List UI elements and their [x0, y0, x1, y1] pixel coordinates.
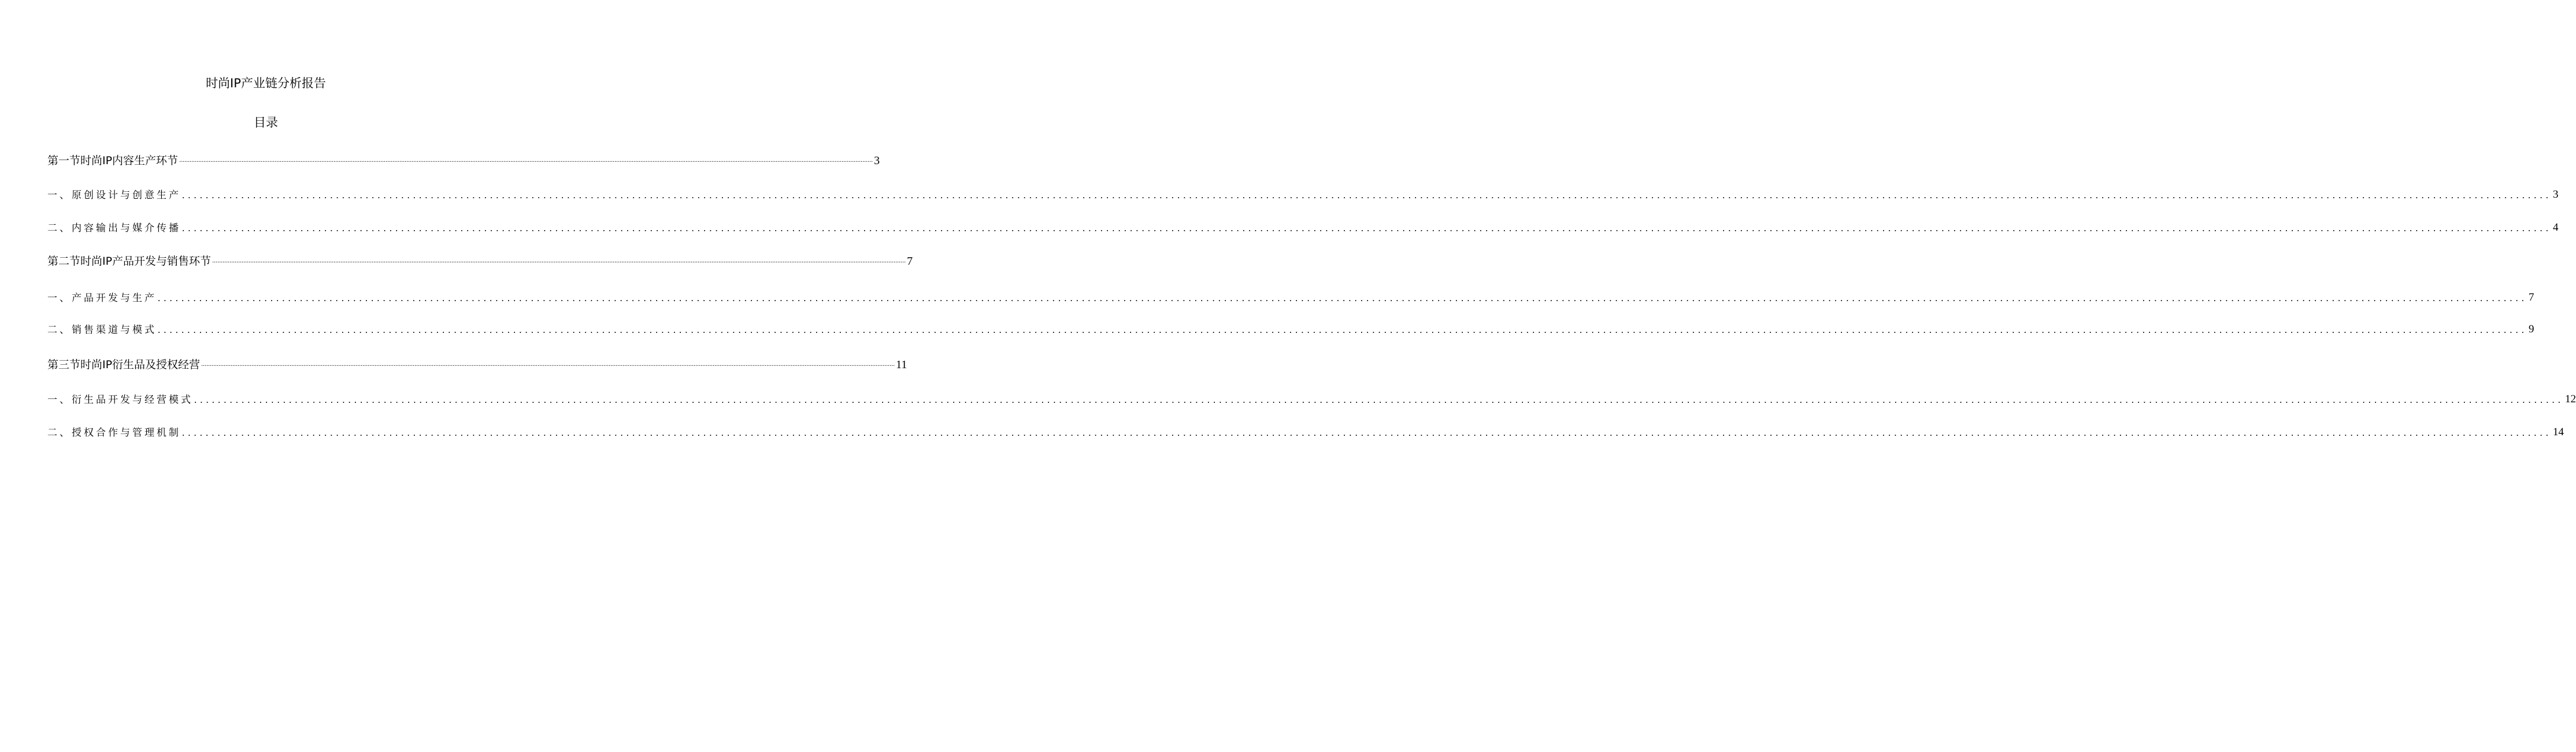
toc-entry-page: 3	[2553, 188, 2559, 201]
toc-entry-page: 12	[2565, 393, 2576, 405]
dot-leader: ................................................................................................................................................................................................................................................................................................................................................................................................................	[179, 155, 873, 164]
toc-entry-label: 二、授权合作与管理机制	[47, 427, 181, 439]
toc-entry-sub-1-1[interactable]	[47, 183, 2559, 201]
dot-leader: ................................................................................................................................................................................................................................................................................................................................................................................................................	[158, 324, 2527, 335]
toc-entry-page: 14	[2553, 426, 2564, 438]
dot-leader: ................................................................................................................................................................................................................................................................................................................................................................................................................	[212, 256, 906, 264]
toc-entry-section-3[interactable]	[47, 353, 907, 372]
toc-entry-page: 9	[2529, 323, 2534, 335]
toc-entry-sub-2-1[interactable]	[47, 286, 2534, 304]
toc-entry-label: 一、原创设计与创意生产	[47, 190, 181, 201]
table-of-contents	[47, 0, 2576, 752]
toc-entry-label: 第一节时尚IP内容生产环节	[47, 154, 179, 167]
toc-entry-section-2[interactable]	[47, 250, 913, 268]
toc-entry-page: 7	[2529, 291, 2534, 303]
document-title: 时尚IP产业链分析报告	[206, 76, 326, 90]
toc-entry-sub-3-2[interactable]	[47, 420, 2564, 439]
dot-leader: ................................................................................................................................................................................................................................................................................................................................................................................................................	[182, 223, 2552, 234]
toc-entry-sub-2-2[interactable]	[47, 317, 2534, 336]
toc-entry-page: 4	[2553, 221, 2559, 234]
dot-leader: ................................................................................................................................................................................................................................................................................................................................................................................................................	[158, 292, 2527, 303]
toc-entry-label: 二、内容输出与媒介传播	[47, 223, 181, 234]
toc-entry-page: 7	[907, 255, 913, 268]
toc-entry-label: 二、销售渠道与模式	[47, 324, 157, 336]
toc-entry-section-1[interactable]	[47, 149, 880, 168]
dot-leader: ................................................................................................................................................................................................................................................................................................................................................................................................................	[194, 394, 2564, 405]
toc-entry-label: 一、衍生品开发与经营模式	[47, 394, 193, 406]
toc-entry-page: 11	[896, 358, 907, 371]
toc-entry-label: 第三节时尚IP衍生品及授权经营	[47, 358, 201, 371]
dot-leader: ................................................................................................................................................................................................................................................................................................................................................................................................................	[182, 427, 2552, 438]
toc-heading: 目录	[254, 116, 278, 129]
dot-leader: ................................................................................................................................................................................................................................................................................................................................................................................................................	[182, 190, 2552, 201]
toc-entry-label: 一、产品开发与生产	[47, 292, 157, 304]
toc-entry-label: 第二节时尚IP产品开发与销售环节	[47, 255, 212, 268]
dot-leader: ................................................................................................................................................................................................................................................................................................................................................................................................................	[201, 360, 895, 368]
toc-entry-sub-1-2[interactable]	[47, 216, 2559, 234]
toc-entry-sub-3-1[interactable]	[47, 387, 2576, 406]
toc-entry-page: 3	[874, 154, 880, 167]
